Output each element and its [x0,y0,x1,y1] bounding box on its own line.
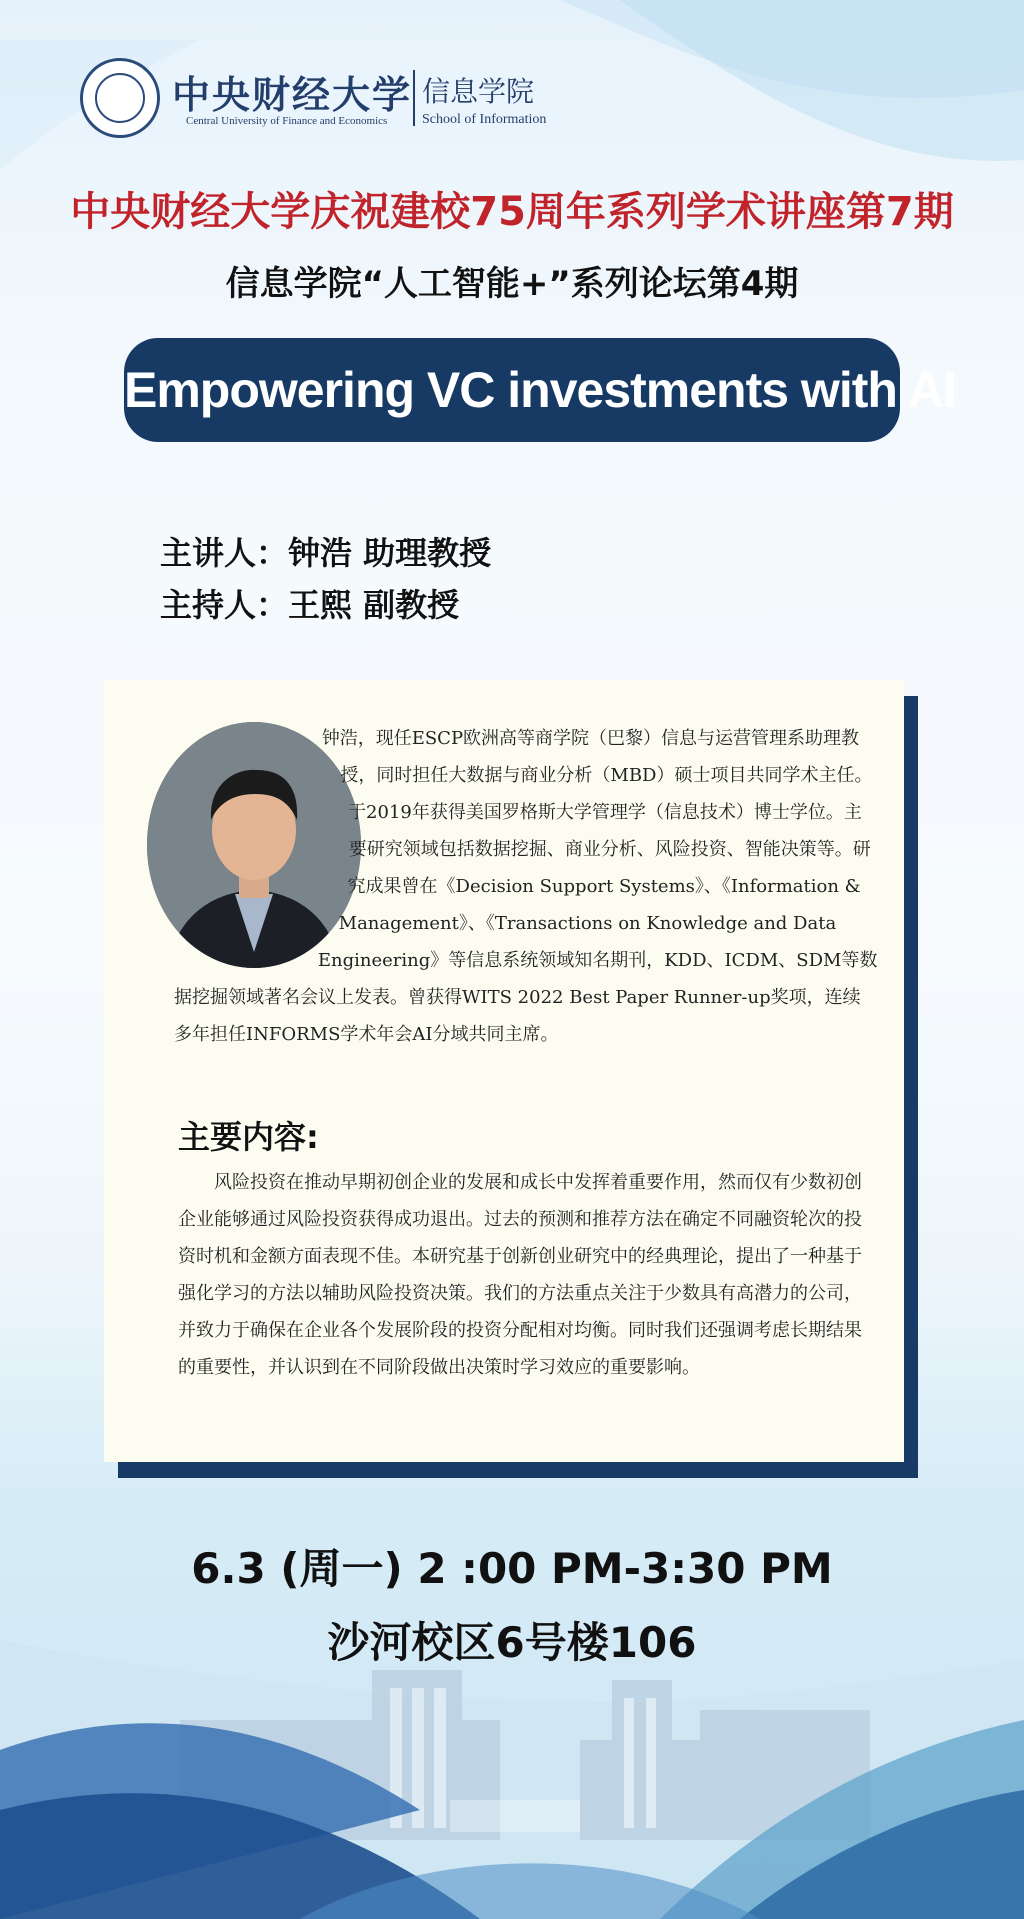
university-seal-icon [80,58,160,138]
abstract-text: 风险投资在推动早期初创企业的发展和成长中发挥着重要作用，然而仅有少数初创企业能够通过风险投资获得成功退出。过去的预测和推荐方法在确定不同融资轮次的投资时机和金额方面表现不佳。本研究基于创新创业研究中的经典理论，提出了一种基于强化学习的方法以辅助风险投资决策。我们的方法重点关注于少数具有高潜力的公司，并致力于确保在企业各个发展阶段的投资分配相对均衡。同时我们还强调考虑长期结果的重要性，并认识到在不同阶段做出决策时学习效应的重要影响。 [178,1172,862,1378]
speaker-bio-text: 钟浩，现任ESCP欧洲高等商学院（巴黎）信息与运营管理系助理教授，同时担任大数据与商业分析（MBD）硕士项目共同学术主任。于2019年获得美国罗格斯大学管理学（信息技术）博士学位。主要研究领域包括数据挖掘、商业分析、风险投资、智能决策等。研究成果曾在《Decision Support Systems》、《Information & Management》、《Transactions on Knowledge and Data Engineering》等信息系统领域知名期刊，KDD、ICDM、SDM等数据挖掘领域著名会议上发表。曾获得WITS 2022 Best Paper Runner-up奖项，连续多年担任INFORMS学术年会AI分域共同主席。 [174,728,878,1045]
forum-subtitle: 信息学院“人工智能+”系列论坛第4期 [225,264,799,304]
host-line: 主持人：王熙 副教授 [160,586,460,624]
photo-wrap-space [174,720,358,974]
event-location: 沙河校区6号楼106 [327,1618,697,1667]
logo-divider [413,70,415,126]
lecture-series-title: 中央财经大学庆祝建校75周年系列学术讲座第7期 [70,189,954,235]
event-datetime: 6.3 (周一) 2 :00 PM-3:30 PM [191,1544,833,1593]
speaker-bio [174,720,878,1053]
university-name-cn: 中央财经大学 [172,72,413,117]
main-content-heading: 主要内容: [178,1118,319,1156]
school-name-cn: 信息学院 [422,75,535,108]
university-name-en: Central University of Finance and Economics [186,115,388,127]
talk-title-banner: Empowering VC investments with AI [124,338,900,442]
speaker-line: 主讲人：钟浩 助理教授 [160,534,492,572]
school-name-en: School of Information [422,112,547,127]
university-logo [80,58,560,138]
